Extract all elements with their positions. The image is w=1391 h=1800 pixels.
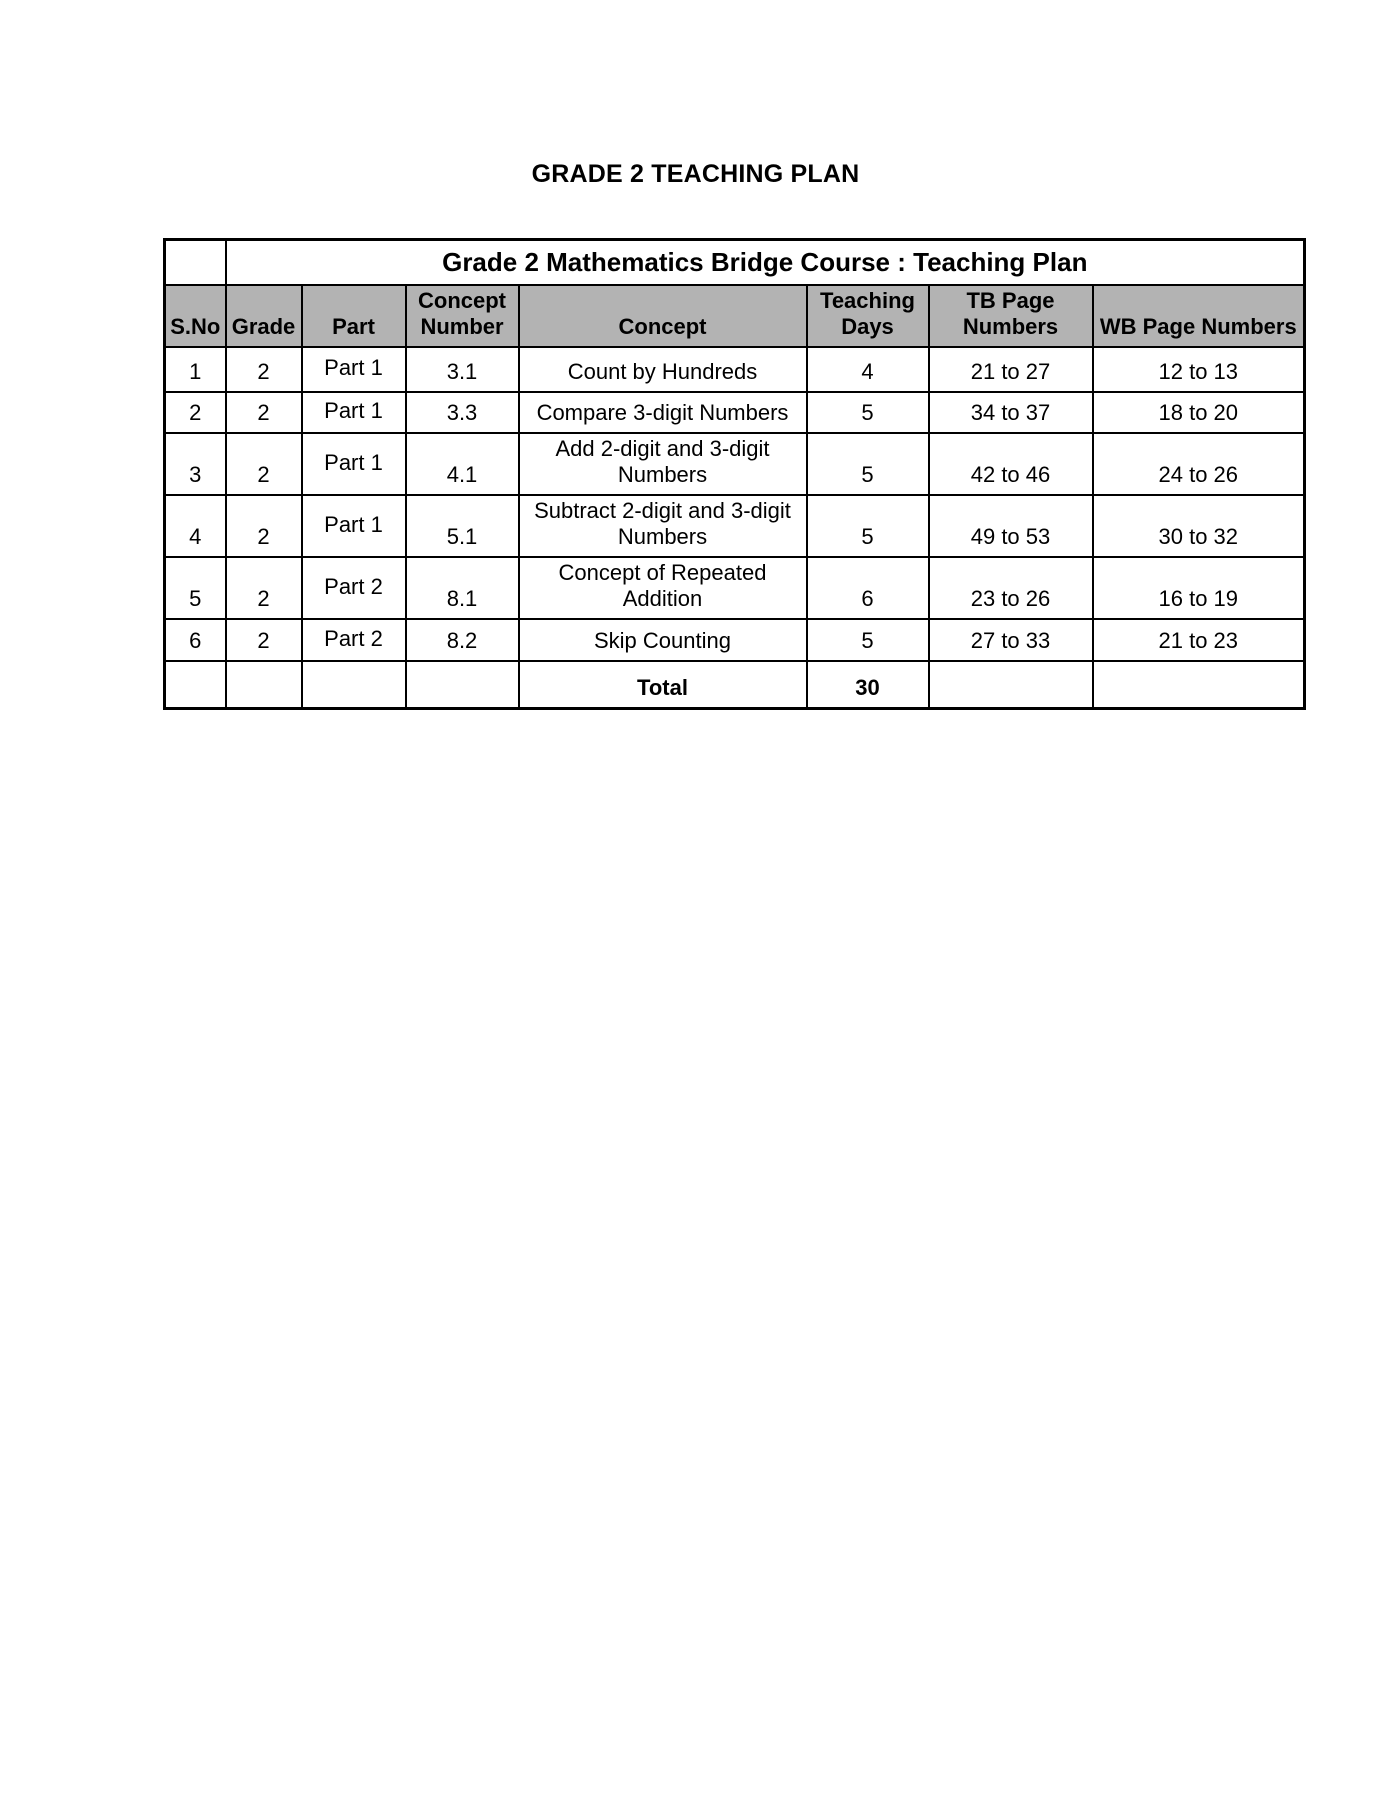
column-header-wb-page-numbers: WB Page Numbers <box>1093 285 1305 347</box>
cell-part: Part 1 <box>302 392 406 433</box>
cell-grade: 2 <box>226 495 302 557</box>
cell-grade: 2 <box>226 433 302 495</box>
cell-empty-tb-pages <box>929 661 1093 709</box>
cell-concept: Subtract 2-digit and 3-digit Numbers <box>519 495 807 557</box>
cell-teaching-days: 6 <box>807 557 929 619</box>
cell-wb-pages: 24 to 26 <box>1093 433 1305 495</box>
cell-empty-concept-number <box>406 661 519 709</box>
cell-tb-pages: 27 to 33 <box>929 619 1093 661</box>
table-row <box>165 433 1305 495</box>
table-caption-row <box>165 240 1305 285</box>
page-title: GRADE 2 TEACHING PLAN <box>531 160 860 188</box>
table-header-row <box>165 285 1305 347</box>
cell-wb-pages: 30 to 32 <box>1093 495 1305 557</box>
cell-concept-number: 3.1 <box>406 347 519 392</box>
cell-part: Part 2 <box>302 619 406 661</box>
total-row <box>165 661 1305 709</box>
table-row <box>165 392 1305 433</box>
cell-empty-sno <box>165 661 226 709</box>
cell-teaching-days: 5 <box>807 392 929 433</box>
cell-teaching-days: 5 <box>807 495 929 557</box>
cell-sno: 3 <box>165 433 226 495</box>
cell-teaching-days: 5 <box>807 433 929 495</box>
column-header-tb-page-numbers: TB Page Numbers <box>929 285 1093 347</box>
cell-teaching-days: 4 <box>807 347 929 392</box>
cell-tb-pages: 21 to 27 <box>929 347 1093 392</box>
cell-concept-number: 4.1 <box>406 433 519 495</box>
table-row <box>165 557 1305 619</box>
table-row <box>165 619 1305 661</box>
cell-grade: 2 <box>226 347 302 392</box>
cell-wb-pages: 16 to 19 <box>1093 557 1305 619</box>
cell-concept: Count by Hundreds <box>519 347 807 392</box>
cell-sno: 1 <box>165 347 226 392</box>
cell-sno: 5 <box>165 557 226 619</box>
cell-tb-pages: 34 to 37 <box>929 392 1093 433</box>
cell-teaching-days: 5 <box>807 619 929 661</box>
total-teaching-days: 30 <box>807 661 929 709</box>
cell-concept-number: 8.2 <box>406 619 519 661</box>
cell-wb-pages: 21 to 23 <box>1093 619 1305 661</box>
cell-wb-pages: 18 to 20 <box>1093 392 1305 433</box>
table-row <box>165 347 1305 392</box>
table-caption: Grade 2 Mathematics Bridge Course : Teaching Plan <box>226 240 1305 285</box>
cell-empty-grade <box>226 661 302 709</box>
cell-concept-number: 5.1 <box>406 495 519 557</box>
corner-empty-cell <box>165 240 226 285</box>
teaching-plan-table <box>163 238 1306 710</box>
cell-sno: 2 <box>165 392 226 433</box>
cell-concept: Add 2-digit and 3-digit Numbers <box>519 433 807 495</box>
total-label: Total <box>519 661 807 709</box>
cell-empty-part <box>302 661 406 709</box>
cell-part: Part 1 <box>302 433 406 495</box>
cell-part: Part 2 <box>302 557 406 619</box>
cell-part: Part 1 <box>302 347 406 392</box>
cell-concept: Compare 3-digit Numbers <box>519 392 807 433</box>
cell-empty-wb-pages <box>1093 661 1305 709</box>
cell-grade: 2 <box>226 619 302 661</box>
cell-part: Part 1 <box>302 495 406 557</box>
cell-wb-pages: 12 to 13 <box>1093 347 1305 392</box>
column-header-grade: Grade <box>226 285 302 347</box>
cell-sno: 4 <box>165 495 226 557</box>
table-row <box>165 495 1305 557</box>
cell-concept-number: 3.3 <box>406 392 519 433</box>
cell-grade: 2 <box>226 557 302 619</box>
cell-sno: 6 <box>165 619 226 661</box>
cell-concept: Skip Counting <box>519 619 807 661</box>
cell-tb-pages: 49 to 53 <box>929 495 1093 557</box>
cell-concept-number: 8.1 <box>406 557 519 619</box>
column-header-concept: Concept <box>519 285 807 347</box>
cell-tb-pages: 23 to 26 <box>929 557 1093 619</box>
cell-concept: Concept of Repeated Addition <box>519 557 807 619</box>
cell-grade: 2 <box>226 392 302 433</box>
column-header-concept-number: Concept Number <box>406 285 519 347</box>
column-header-teaching-days: Teaching Days <box>807 285 929 347</box>
cell-tb-pages: 42 to 46 <box>929 433 1093 495</box>
column-header-sno: S.No <box>165 285 226 347</box>
table-body <box>165 347 1305 661</box>
column-header-part: Part <box>302 285 406 347</box>
